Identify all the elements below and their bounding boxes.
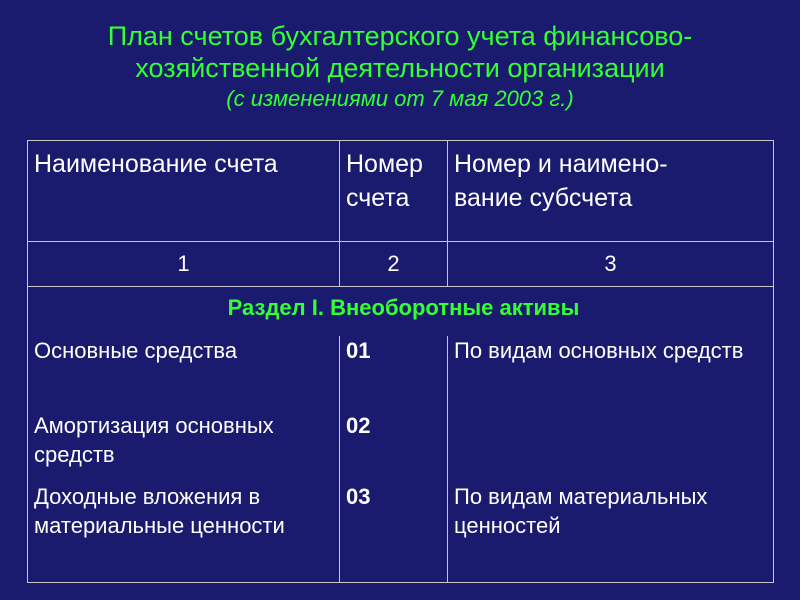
account-code: 02 [346,413,371,438]
page-title [0,20,800,114]
subaccount-column [448,336,774,583]
account-name: Амортизация основных средств [34,413,274,467]
account-name: Доходные вложения в материальные ценности [34,484,285,538]
account-code-column [340,336,448,583]
account-name: Основные средства [34,338,238,363]
header-label: Номер и наимено- [454,150,668,178]
header-label: счета [346,184,410,212]
header-label: вание субсчета [454,184,633,212]
header-label: Номер [346,150,423,178]
account-code: 03 [346,484,371,509]
column-number-row [28,242,774,287]
account-name-column [28,336,340,583]
table-header-row [28,141,774,242]
header-cell-subaccount [448,141,774,242]
column-number: 3 [448,242,774,287]
account-code: 01 [346,338,371,363]
header-cell-account-name [28,141,340,242]
subaccount-description [454,411,773,482]
title-line-1: План счетов бухгалтерского учета финансово- [107,21,693,51]
title-subtitle: (с изменениями от 7 мая 2003 г.) [226,86,574,111]
subaccount-description: По видам материальных ценностей [454,484,708,538]
table-body-row [28,336,774,583]
section-heading: Раздел I. Внеоборотные активы [28,287,774,337]
column-number: 1 [28,242,340,287]
header-label: Наименование счета [34,150,278,178]
column-number: 2 [340,242,448,287]
header-cell-account-number [340,141,448,242]
accounts-table [27,140,774,583]
subaccount-description: По видам основных средств [454,338,744,363]
section-row [28,287,774,337]
title-line-2: хозяйственной деятельности организации [135,53,665,83]
